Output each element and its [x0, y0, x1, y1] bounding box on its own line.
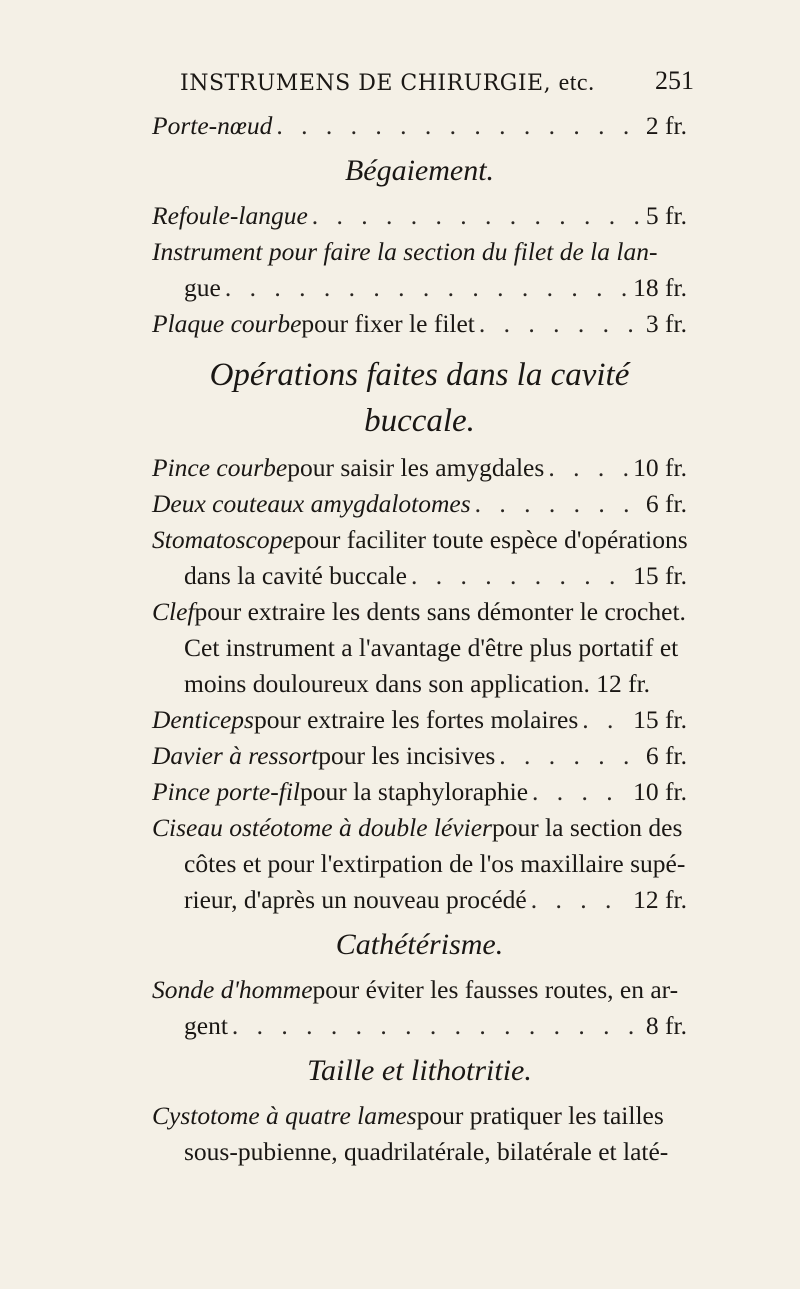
- catalog-entry: [152, 810, 687, 918]
- entry-description: pour fixer le filet: [301, 309, 475, 338]
- dot-leader: [276, 108, 642, 144]
- entry-description: rieur, d'après un nouveau procédé: [184, 885, 527, 914]
- catalog-entry: [152, 738, 687, 774]
- entry-line: [152, 702, 687, 738]
- entry-line: [152, 882, 687, 918]
- entry-description: Cet instrument a l'avantage d'être plus portatif et moins douloureux dans son application.: [184, 633, 679, 698]
- entry-price: 15 fr.: [633, 561, 687, 590]
- entry-term: Denticeps: [152, 705, 254, 734]
- dot-leader: [312, 198, 642, 234]
- entry-description: pour extraire les dents sans démonter le crochet.: [194, 597, 686, 626]
- entry-description: sous-pubienne, quadrilatérale, bilatérale et laté-: [184, 1137, 669, 1166]
- entry-line: [152, 594, 687, 630]
- section-heading: Cathétérisme.: [335, 928, 504, 961]
- dot-leader: [411, 558, 629, 594]
- entry-term: Porte-nœud: [152, 111, 273, 140]
- entry-term: Deux couteaux amygdalotomes: [152, 489, 471, 518]
- entry-line: [152, 486, 687, 522]
- entry-line: [152, 450, 687, 486]
- dot-leader: [225, 270, 629, 306]
- entry-line: [152, 306, 687, 342]
- entry-description: gent: [184, 1011, 228, 1040]
- entry-line: [152, 1008, 687, 1044]
- entry-price: 3 fr.: [645, 309, 687, 338]
- entry-line: [152, 108, 687, 144]
- entry-price: 12 fr.: [596, 669, 651, 698]
- dot-leader: [532, 774, 629, 810]
- catalog-entry: [152, 198, 687, 234]
- entry-price: 10 fr.: [633, 453, 687, 482]
- entry-description: pour saisir les amygdales: [287, 453, 545, 482]
- catalog-entry: [152, 450, 687, 486]
- entry-term: Clef: [152, 597, 195, 626]
- entry-description: pour éviter les fausses routes, en ar-: [312, 975, 679, 1004]
- page-number: 251: [655, 66, 694, 95]
- entry-price: 8 fr.: [645, 1011, 687, 1040]
- entry-description: pour pratiquer les tailles: [416, 1101, 664, 1130]
- entry-term: Pince porte-fil: [152, 777, 300, 806]
- entry-description: pour la section des: [491, 813, 683, 842]
- entry-price: 6 fr.: [645, 489, 687, 518]
- entry-description: côtes et pour l'extirpation de l'os maxillaire supé-: [184, 849, 686, 878]
- entry-price: 6 fr.: [645, 741, 687, 770]
- entry-term: Stomatoscope: [152, 525, 294, 554]
- entry-term: Sonde d'homme: [152, 975, 313, 1004]
- entry-description: dans la cavité buccale: [184, 561, 408, 590]
- catalog-entry: [152, 774, 687, 810]
- catalog-entry: [152, 522, 687, 594]
- entry-description: pour les incisives: [318, 741, 496, 770]
- entry-line: [152, 234, 687, 270]
- entry-price: 5 fr.: [645, 201, 687, 230]
- entry-line: [152, 630, 687, 702]
- entry-description: pour faciliter toute espèce d'opérations: [293, 525, 688, 554]
- entry-line: [152, 1134, 687, 1170]
- catalog-entry: [152, 702, 687, 738]
- entry-description: gue: [184, 273, 221, 302]
- dot-leader: [475, 486, 642, 522]
- entry-price: 2 fr.: [645, 111, 687, 140]
- entry-price: 10 fr.: [633, 777, 687, 806]
- running-head-title: INSTRUMENS DE CHIRURGIE,: [180, 71, 552, 96]
- dot-leader: [582, 702, 629, 738]
- section-heading: Bégaiement.: [344, 154, 495, 187]
- catalog-entry: [152, 630, 687, 702]
- catalog-entry: [152, 234, 687, 306]
- entry-line: [152, 270, 687, 306]
- catalog-entry: [152, 972, 687, 1044]
- dot-leader: [548, 450, 629, 486]
- entry-description: pour la staphyloraphie: [300, 777, 529, 806]
- entry-term: Ciseau ostéotome à double lévier: [152, 813, 492, 842]
- catalog-entry: [152, 108, 687, 144]
- running-head: [180, 70, 680, 97]
- entry-price: 15 fr.: [633, 705, 687, 734]
- section-heading: Opérations faites dans la cavité buccale.: [209, 357, 630, 439]
- page-content: [152, 108, 687, 1170]
- section-heading: Taille et lithotritie.: [307, 1054, 532, 1087]
- running-head-etc: etc.: [558, 70, 595, 96]
- entry-line: [152, 198, 687, 234]
- entry-term: Davier à ressort: [152, 741, 319, 770]
- dot-leader: [232, 1008, 642, 1044]
- dot-leader: [499, 738, 642, 774]
- entry-line: [152, 1098, 687, 1134]
- catalog-entry: [152, 594, 687, 630]
- entry-line: [152, 738, 687, 774]
- catalog-entry: [152, 306, 687, 342]
- entry-term: Pince courbe: [152, 453, 288, 482]
- entry-line: [152, 774, 687, 810]
- catalog-entry: [152, 1098, 687, 1170]
- entry-term: Plaque courbe: [152, 309, 302, 338]
- entry-line: [152, 846, 687, 882]
- entry-term: Refoule-langue: [152, 201, 308, 230]
- entry-line: [152, 972, 687, 1008]
- entry-line: [152, 558, 687, 594]
- entry-price: 18 fr.: [633, 273, 687, 302]
- entry-description: pour extraire les fortes molaires: [253, 705, 579, 734]
- entry-price: 12 fr.: [633, 885, 687, 914]
- dot-leader: [531, 882, 629, 918]
- catalog-entry: [152, 486, 687, 522]
- dot-leader: [479, 306, 642, 342]
- entry-line: [152, 810, 687, 846]
- entry-term: Cystotome à quatre lames: [152, 1101, 417, 1130]
- entry-term: Instrument pour faire la section du filet de la lan-: [152, 237, 658, 266]
- entry-line: [152, 522, 687, 558]
